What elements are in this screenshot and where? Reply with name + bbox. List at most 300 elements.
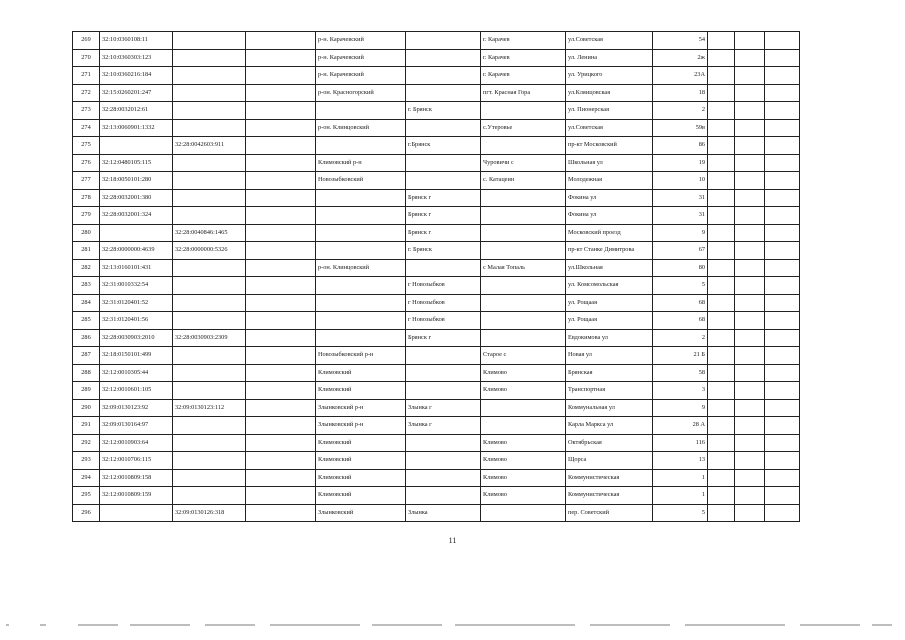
cell-cadastral-number-2 [173, 154, 246, 172]
cell-settlement: Злынка [406, 504, 481, 522]
cell-cadastral-number-3 [246, 504, 316, 522]
cell-cadastral-number-2 [173, 277, 246, 295]
cell-district: Климовский [316, 382, 406, 400]
cell-locality [481, 242, 566, 260]
cell-cadastral-number: 32:10:0360303:123 [100, 49, 173, 67]
address-register-table [72, 31, 800, 522]
cell-house-number: 19 [653, 154, 708, 172]
cell-locality: г. Карачев [481, 32, 566, 50]
cell-street: ул. Ленина [566, 49, 653, 67]
cell-settlement: г Новозыбков [406, 277, 481, 295]
cell-district: р-н. Карачевский [316, 67, 406, 85]
table-row [73, 172, 800, 190]
cell-row-number: 270 [73, 49, 100, 67]
cell-row-number: 289 [73, 382, 100, 400]
cell-locality: Климово [481, 487, 566, 505]
table-row [73, 452, 800, 470]
cell-cadastral-number: 32:12:0010903:64 [100, 434, 173, 452]
cell-street: Новая ул [566, 347, 653, 365]
cell-cadastral-number: 32:31:0120401:56 [100, 312, 173, 330]
cell-empty [708, 189, 735, 207]
cell-house-number: 80 [653, 259, 708, 277]
cell-settlement: г. Брянск [406, 242, 481, 260]
cell-cadastral-number-3 [246, 32, 316, 50]
cell-locality: Климово [481, 364, 566, 382]
cell-house-number: 67 [653, 242, 708, 260]
cell-street: Фокина ул [566, 189, 653, 207]
cell-row-number: 293 [73, 452, 100, 470]
cell-settlement: Брянск г [406, 329, 481, 347]
cell-district: р-он. Клинцовский [316, 119, 406, 137]
cell-empty [708, 49, 735, 67]
table-row [73, 469, 800, 487]
cell-house-number: 10 [653, 172, 708, 190]
cell-cadastral-number: 32:12:0010809:158 [100, 469, 173, 487]
cell-cadastral-number: 32:28:0032001:324 [100, 207, 173, 225]
cell-cadastral-number-2 [173, 469, 246, 487]
cell-house-number: 2ж [653, 49, 708, 67]
cell-cadastral-number-3 [246, 224, 316, 242]
cell-row-number: 274 [73, 119, 100, 137]
cell-cadastral-number-3 [246, 84, 316, 102]
cell-street: Карла Маркса ул [566, 417, 653, 435]
cell-empty [708, 137, 735, 155]
cell-settlement [406, 119, 481, 137]
cell-settlement [406, 487, 481, 505]
cell-empty [708, 504, 735, 522]
cell-cadastral-number-2 [173, 382, 246, 400]
cell-district: Злынковский [316, 504, 406, 522]
cell-street: ул.Советская [566, 119, 653, 137]
cell-empty [708, 154, 735, 172]
cell-locality [481, 312, 566, 330]
cell-cadastral-number: 32:28:0000000:4639 [100, 242, 173, 260]
cell-district [316, 312, 406, 330]
cell-empty [765, 312, 800, 330]
cell-street: Брянская [566, 364, 653, 382]
cell-district [316, 207, 406, 225]
cell-house-number: 9 [653, 224, 708, 242]
cell-empty [708, 329, 735, 347]
cell-locality: Чуровичи с [481, 154, 566, 172]
cell-cadastral-number: 32:13:0160101:431 [100, 259, 173, 277]
cell-settlement [406, 347, 481, 365]
cell-street: Коммунистическая [566, 469, 653, 487]
cell-cadastral-number-3 [246, 277, 316, 295]
cell-cadastral-number-2 [173, 487, 246, 505]
cell-district [316, 224, 406, 242]
cell-house-number: 5 [653, 277, 708, 295]
cell-row-number: 279 [73, 207, 100, 225]
cell-cadastral-number [100, 137, 173, 155]
cell-empty [708, 347, 735, 365]
cell-empty [735, 137, 765, 155]
cell-cadastral-number-2 [173, 189, 246, 207]
cell-street: ул.Советская [566, 32, 653, 50]
table-row [73, 49, 800, 67]
cell-house-number: 58 [653, 364, 708, 382]
cell-locality [481, 224, 566, 242]
table-row [73, 67, 800, 85]
cell-street: ул. Комсомольская [566, 277, 653, 295]
cell-settlement [406, 67, 481, 85]
cell-locality: пгт. Красная Гора [481, 84, 566, 102]
register-body [73, 32, 800, 522]
cell-district: р-н. Карачевский [316, 32, 406, 50]
cell-cadastral-number: 32:31:0010332:54 [100, 277, 173, 295]
cell-cadastral-number: 32:10:0360216:184 [100, 67, 173, 85]
cell-locality [481, 137, 566, 155]
cell-cadastral-number-3 [246, 399, 316, 417]
cell-house-number: 59в [653, 119, 708, 137]
cell-street: пр-кт Московский [566, 137, 653, 155]
cell-district [316, 329, 406, 347]
cell-empty [708, 119, 735, 137]
cell-district: р-н. Карачевский [316, 49, 406, 67]
cell-settlement [406, 154, 481, 172]
table-row [73, 207, 800, 225]
cell-empty [765, 382, 800, 400]
cell-street: ул.Кляицовская [566, 84, 653, 102]
cell-district [316, 102, 406, 120]
cell-empty [765, 329, 800, 347]
cell-street: ул.Школьная [566, 259, 653, 277]
cell-empty [765, 49, 800, 67]
cell-locality: с.Утеровье [481, 119, 566, 137]
cell-street: пер. Советский [566, 504, 653, 522]
cell-empty [735, 242, 765, 260]
cell-row-number: 272 [73, 84, 100, 102]
cell-locality: г. Карачев [481, 67, 566, 85]
page-number: 11 [448, 536, 457, 545]
cell-empty [708, 102, 735, 120]
table-row [73, 294, 800, 312]
cell-locality [481, 207, 566, 225]
cell-empty [765, 417, 800, 435]
cell-district: Злынковский р-н [316, 399, 406, 417]
cell-empty [765, 137, 800, 155]
cell-empty [708, 434, 735, 452]
cell-street: Молодежная [566, 172, 653, 190]
cell-street: Школьная ул [566, 154, 653, 172]
cell-cadastral-number: 32:28:0032012:61 [100, 102, 173, 120]
cell-cadastral-number-2 [173, 417, 246, 435]
cell-house-number: 2 [653, 102, 708, 120]
cell-locality [481, 294, 566, 312]
cell-street: Щорса [566, 452, 653, 470]
cell-empty [765, 224, 800, 242]
table-row [73, 487, 800, 505]
cell-empty [735, 347, 765, 365]
cell-row-number: 278 [73, 189, 100, 207]
cell-house-number: 86 [653, 137, 708, 155]
cell-cadastral-number-3 [246, 172, 316, 190]
cell-district: р-он. Красногорский [316, 84, 406, 102]
table-row [73, 84, 800, 102]
table-row [73, 364, 800, 382]
cell-cadastral-number-3 [246, 329, 316, 347]
cell-settlement [406, 382, 481, 400]
cell-house-number: 116 [653, 434, 708, 452]
cell-empty [765, 189, 800, 207]
cell-district: р-он. Клинцовский [316, 259, 406, 277]
cell-cadastral-number-3 [246, 119, 316, 137]
scan-edge-artifact [0, 624, 905, 640]
cell-empty [735, 364, 765, 382]
table-row [73, 137, 800, 155]
cell-settlement [406, 32, 481, 50]
cell-empty [708, 487, 735, 505]
cell-row-number: 290 [73, 399, 100, 417]
cell-empty [735, 102, 765, 120]
cell-locality: Климово [481, 469, 566, 487]
table-row [73, 224, 800, 242]
cell-street: Евдокимова ул [566, 329, 653, 347]
cell-row-number: 269 [73, 32, 100, 50]
cell-empty [765, 84, 800, 102]
cell-cadastral-number-2 [173, 119, 246, 137]
cell-settlement [406, 49, 481, 67]
table-row [73, 32, 800, 50]
cell-district [316, 189, 406, 207]
cell-district: Климовский [316, 469, 406, 487]
cell-row-number: 280 [73, 224, 100, 242]
cell-empty [735, 32, 765, 50]
cell-empty [765, 487, 800, 505]
cell-cadastral-number: 32:31:0120401:52 [100, 294, 173, 312]
cell-cadastral-number: 32:18:0050101:280 [100, 172, 173, 190]
cell-street: Транспортная [566, 382, 653, 400]
cell-cadastral-number-3 [246, 242, 316, 260]
table-row [73, 189, 800, 207]
cell-empty [765, 242, 800, 260]
cell-district [316, 294, 406, 312]
cell-empty [765, 172, 800, 190]
cell-cadastral-number: 32:13:0060901:1332 [100, 119, 173, 137]
cell-locality: Климово [481, 382, 566, 400]
cell-settlement: Злынка г [406, 399, 481, 417]
cell-house-number: 21 Б [653, 347, 708, 365]
cell-cadastral-number-2 [173, 347, 246, 365]
cell-house-number: 23А [653, 67, 708, 85]
cell-empty [735, 84, 765, 102]
cell-empty [735, 259, 765, 277]
cell-cadastral-number-2 [173, 259, 246, 277]
cell-cadastral-number-3 [246, 189, 316, 207]
cell-district [316, 242, 406, 260]
cell-house-number: 1 [653, 487, 708, 505]
cell-cadastral-number: 32:12:0010809:159 [100, 487, 173, 505]
table-row [73, 347, 800, 365]
cell-settlement: Злынка г [406, 417, 481, 435]
cell-locality [481, 277, 566, 295]
cell-empty [708, 312, 735, 330]
cell-house-number: 68 [653, 294, 708, 312]
cell-locality [481, 399, 566, 417]
cell-row-number: 295 [73, 487, 100, 505]
cell-empty [765, 277, 800, 295]
cell-house-number: 31 [653, 207, 708, 225]
cell-house-number: 54 [653, 32, 708, 50]
cell-empty [765, 434, 800, 452]
cell-cadastral-number-3 [246, 364, 316, 382]
table-row [73, 119, 800, 137]
cell-cadastral-number-3 [246, 469, 316, 487]
cell-empty [735, 154, 765, 172]
cell-empty [708, 32, 735, 50]
cell-cadastral-number: 32:09:0130164:97 [100, 417, 173, 435]
table-row [73, 417, 800, 435]
cell-empty [708, 277, 735, 295]
cell-cadastral-number-2: 32:09:0130123:112 [173, 399, 246, 417]
cell-empty [708, 417, 735, 435]
cell-settlement [406, 469, 481, 487]
cell-house-number: 31 [653, 189, 708, 207]
cell-empty [765, 259, 800, 277]
cell-street: Московский проезд [566, 224, 653, 242]
cell-empty [735, 329, 765, 347]
cell-empty [765, 294, 800, 312]
cell-street: Коммунистическая [566, 487, 653, 505]
cell-empty [735, 504, 765, 522]
cell-empty [708, 242, 735, 260]
cell-row-number: 294 [73, 469, 100, 487]
cell-cadastral-number-2: 32:09:0130126:318 [173, 504, 246, 522]
cell-cadastral-number-2: 32:28:0040846:1465 [173, 224, 246, 242]
cell-cadastral-number-3 [246, 382, 316, 400]
cell-street: ул. Урицкого [566, 67, 653, 85]
cell-cadastral-number-3 [246, 347, 316, 365]
cell-empty [735, 294, 765, 312]
cell-cadastral-number: 32:12:0010305:44 [100, 364, 173, 382]
table-row [73, 382, 800, 400]
cell-empty [735, 399, 765, 417]
cell-empty [765, 399, 800, 417]
cell-row-number: 273 [73, 102, 100, 120]
cell-empty [735, 172, 765, 190]
cell-settlement: г Новозыбков [406, 294, 481, 312]
cell-row-number: 271 [73, 67, 100, 85]
cell-settlement [406, 364, 481, 382]
cell-district: Новозыбковский [316, 172, 406, 190]
cell-row-number: 277 [73, 172, 100, 190]
cell-empty [735, 312, 765, 330]
cell-cadastral-number-3 [246, 137, 316, 155]
cell-cadastral-number-2 [173, 49, 246, 67]
cell-cadastral-number-3 [246, 417, 316, 435]
cell-cadastral-number-2 [173, 364, 246, 382]
cell-locality [481, 102, 566, 120]
cell-district [316, 137, 406, 155]
cell-cadastral-number-3 [246, 207, 316, 225]
cell-empty [765, 119, 800, 137]
cell-empty [765, 364, 800, 382]
cell-district: Климовский [316, 364, 406, 382]
cell-cadastral-number: 32:28:0032001:380 [100, 189, 173, 207]
cell-cadastral-number-3 [246, 312, 316, 330]
cell-settlement [406, 259, 481, 277]
cell-empty [735, 67, 765, 85]
cell-cadastral-number-2 [173, 207, 246, 225]
cell-empty [735, 417, 765, 435]
cell-locality: Климово [481, 434, 566, 452]
cell-cadastral-number-3 [246, 67, 316, 85]
table-row [73, 504, 800, 522]
cell-empty [708, 224, 735, 242]
cell-cadastral-number: 32:12:0480105:115 [100, 154, 173, 172]
table-row [73, 259, 800, 277]
cell-cadastral-number-2 [173, 434, 246, 452]
cell-district [316, 277, 406, 295]
cell-settlement: г.Брянск [406, 137, 481, 155]
cell-cadastral-number-2 [173, 32, 246, 50]
cell-street: ул. Рощаая [566, 294, 653, 312]
cell-empty [708, 382, 735, 400]
table-row [73, 434, 800, 452]
cell-empty [765, 32, 800, 50]
cell-cadastral-number: 32:28:0030903:2010 [100, 329, 173, 347]
cell-house-number: 68 [653, 312, 708, 330]
cell-cadastral-number [100, 224, 173, 242]
cell-row-number: 275 [73, 137, 100, 155]
cell-empty [708, 469, 735, 487]
cell-cadastral-number: 32:15:0260201:247 [100, 84, 173, 102]
cell-locality: Старое с [481, 347, 566, 365]
cell-settlement: Брянск г [406, 207, 481, 225]
cell-empty [765, 102, 800, 120]
cell-district: Злынковский р-н [316, 417, 406, 435]
cell-empty [735, 189, 765, 207]
cell-house-number: 9 [653, 399, 708, 417]
table-row [73, 312, 800, 330]
cell-settlement [406, 452, 481, 470]
cell-empty [735, 469, 765, 487]
cell-cadastral-number-3 [246, 259, 316, 277]
cell-locality [481, 417, 566, 435]
cell-cadastral-number-3 [246, 294, 316, 312]
cell-row-number: 291 [73, 417, 100, 435]
cell-cadastral-number: 32:18:0150101:499 [100, 347, 173, 365]
cell-district: Климовский р-н [316, 154, 406, 172]
cell-street: ул. Пионерская [566, 102, 653, 120]
table-row [73, 399, 800, 417]
table-row [73, 242, 800, 260]
cell-row-number: 284 [73, 294, 100, 312]
cell-cadastral-number-2 [173, 294, 246, 312]
cell-settlement [406, 172, 481, 190]
cell-cadastral-number-2 [173, 84, 246, 102]
table-row [73, 154, 800, 172]
cell-cadastral-number: 32:12:0010706:115 [100, 452, 173, 470]
cell-row-number: 281 [73, 242, 100, 260]
cell-empty [765, 469, 800, 487]
cell-house-number: 3 [653, 382, 708, 400]
cell-street: пр-кт Станке Димитрова [566, 242, 653, 260]
cell-empty [708, 172, 735, 190]
table-row [73, 277, 800, 295]
cell-settlement [406, 434, 481, 452]
cell-empty [765, 347, 800, 365]
cell-settlement: Брянск г [406, 224, 481, 242]
cell-row-number: 285 [73, 312, 100, 330]
cell-row-number: 296 [73, 504, 100, 522]
cell-cadastral-number: 32:09:0130123:92 [100, 399, 173, 417]
cell-street: Коммунальная ул [566, 399, 653, 417]
cell-locality [481, 329, 566, 347]
cell-cadastral-number-3 [246, 49, 316, 67]
cell-house-number: 1 [653, 469, 708, 487]
cell-empty [708, 294, 735, 312]
